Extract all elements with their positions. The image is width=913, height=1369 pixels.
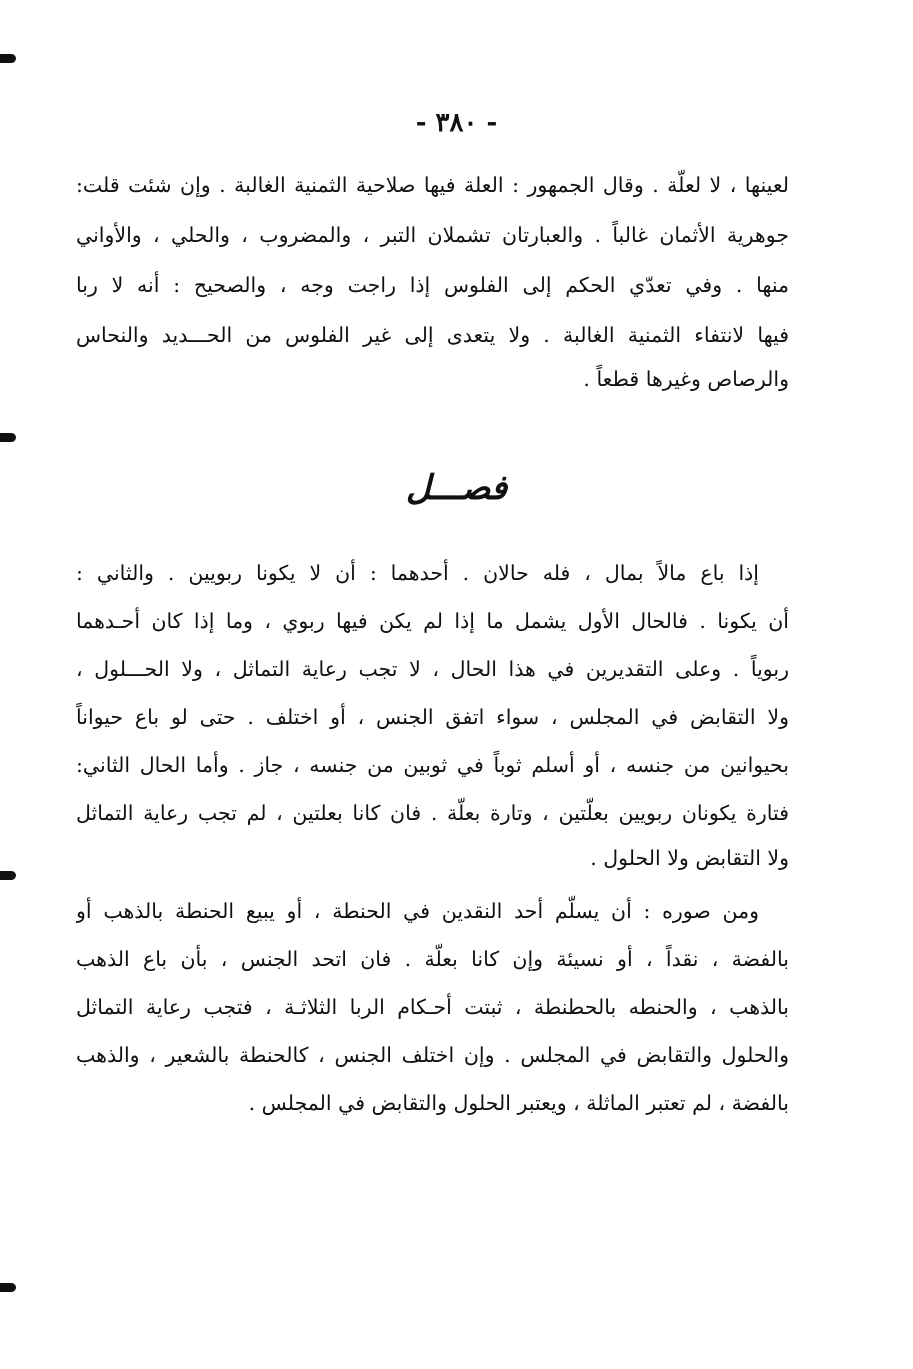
scan-edge-mark bbox=[0, 1283, 16, 1292]
text-line: ومن صوره : أن يسلّم أحد النقدين في الحنطة ، أو يبيع الحنطة بالذهب أو bbox=[76, 899, 759, 923]
text-line: بالفضة ، لم تعتبر الماثلة ، ويعتبر الحلول والتقابض في المجلس . bbox=[248, 1091, 789, 1115]
text-line: ربوياً . وعلى التقديرين في هذا الحال ، لا تجب رعاية التماثل ، ولا الحـــلول ، bbox=[76, 657, 789, 681]
text-line: جوهرية الأثمان غالباً . والعبارتان تشملان التبر ، والمضروب ، والحلي ، والأواني bbox=[76, 223, 789, 247]
text-line: بالفضة ، نقداً ، أو نسيئة وإن كانا بعلّة . فان اتحد الجنس ، بأن باع الذهب bbox=[76, 947, 789, 971]
section-heading: فصـــل bbox=[405, 468, 508, 508]
text-line: لعينها ، لا لعلّة . وقال الجمهور : العلة فيها صلاحية الثمنية الغالبة . وإن شئت قلت: bbox=[76, 173, 789, 197]
scan-edge-mark bbox=[0, 433, 16, 442]
text-line: بالذهب ، والحنطه بالحطنطة ، ثبتت أحـكام الربا الثلاثـة ، فتجب رعاية التماثل bbox=[76, 995, 789, 1019]
text-line: بحيوانين من جنسه ، أو أسلم ثوباً في ثوبين من جنسه ، جاز . وأما الحال الثاني: bbox=[76, 753, 789, 777]
scan-edge-mark bbox=[0, 871, 16, 880]
text-line: إذا باع مالاً بمال ، فله حالان . أحدهما : أن لا يكونا ربويين . والثاني : bbox=[76, 561, 759, 585]
text-line: منها . وفي تعدّي الحكم إلى الفلوس إذا راجت وجه ، والصحيح : أنه لا ربا bbox=[76, 273, 789, 297]
text-line: والرصاص وغيرها قطعاً . bbox=[583, 367, 789, 391]
page-number: - ٣٨٠ - bbox=[415, 108, 498, 138]
scan-edge-mark bbox=[0, 54, 16, 63]
text-line: ولا التقابض في المجلس ، سواء اتفق الجنس ، أو اختلف . حتى لو باع حيواناً bbox=[76, 705, 789, 729]
text-line: ولا التقابض ولا الحلول . bbox=[590, 846, 789, 870]
text-line: فتارة يكونان ربويين بعلّتين ، وتارة بعلّة . فان كانا بعلتين ، لم تجب رعاية التماثل bbox=[76, 801, 789, 825]
text-line: فيها لانتفاء الثمنية الغالبة . ولا يتعدى إلى غير الفلوس من الحـــديد والنحاس bbox=[76, 323, 789, 347]
text-line: والحلول والتقابض في المجلس . وإن اختلف الجنس ، كالحنطة بالشعير ، والذهب bbox=[76, 1043, 789, 1067]
text-line: أن يكونا . فالحال الأول يشمل ما إذا لم يكن فيها ربوي ، وما إذا كان أحـدهما bbox=[76, 609, 789, 633]
